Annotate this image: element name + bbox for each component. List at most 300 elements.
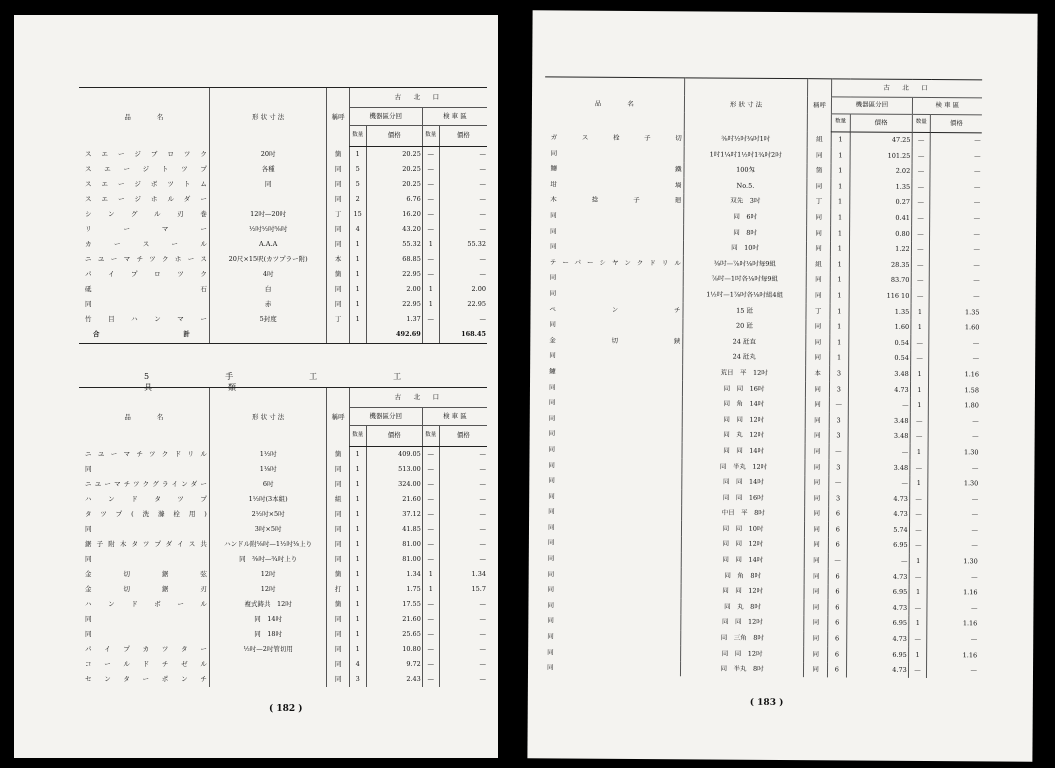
cell-name: ニユーマチツクホース <box>85 254 208 263</box>
cell-qa: 3 <box>829 459 848 475</box>
cell-name: 同 <box>547 538 556 547</box>
cell-qb: — <box>422 522 439 537</box>
table-row <box>79 537 487 552</box>
cell-pa: 1.35 <box>849 303 911 319</box>
cell-name: 同 <box>547 648 555 657</box>
cell-shape: 4吋 <box>209 267 327 282</box>
cell-qb: — <box>911 288 930 304</box>
cell-name: ハンドボール <box>85 599 208 608</box>
col-unit-header: 稱呼 <box>807 79 831 132</box>
total-row <box>79 327 487 344</box>
cell-qb: — <box>422 267 439 282</box>
cell-shape: 3吋×5吋 <box>209 522 327 537</box>
cell-qb: 1 <box>910 366 929 382</box>
col-dept-a-header: 機器區分回 <box>831 97 912 114</box>
cell-name: シングル刃巻 <box>85 209 208 218</box>
cell-pb: 1.30 <box>928 444 979 460</box>
left-table-1-header <box>79 88 487 147</box>
cell-qa: 1 <box>349 567 366 582</box>
cell-shape: A.A.A <box>209 237 327 252</box>
cell-qa: 1 <box>349 537 366 552</box>
cell-unit: 同 <box>327 612 349 627</box>
col-dept-b-header: 検 車 區 <box>422 407 487 425</box>
table-row <box>79 237 487 252</box>
cell-pa: 21.60 <box>366 612 422 627</box>
cell-unit: 同 <box>807 225 831 241</box>
cell-pb: — <box>439 522 487 537</box>
cell-qb: — <box>422 672 439 687</box>
cell-qa: 1 <box>349 552 366 567</box>
cell-unit: 同 <box>804 599 828 615</box>
cell-qa: 6 <box>828 615 847 631</box>
cell-pb: — <box>930 242 981 258</box>
cell-qb: — <box>912 132 931 148</box>
col-location-header: 古 北 口 <box>349 88 487 108</box>
cell-shape: 100匁 <box>684 162 807 178</box>
cell-qb: — <box>422 177 439 192</box>
cell-unit: 同 <box>805 412 829 428</box>
col-qty-a-header: 数量 <box>349 125 366 146</box>
col-dept-b-header: 検 車 區 <box>422 107 487 125</box>
cell-qa: 1 <box>831 179 850 195</box>
cell-shape: 同 角 14吋 <box>682 396 805 412</box>
cell-pa: 2.00 <box>366 282 422 297</box>
cell-shape: 12吋—20吋 <box>209 207 327 222</box>
cell-unit: 箇 <box>327 567 349 582</box>
cell-shape: 同 丸 8吋 <box>681 599 804 615</box>
cell-pb: — <box>928 460 979 476</box>
cell-name: 同 <box>547 554 556 563</box>
cell-unit: 打 <box>327 582 349 597</box>
table-row <box>79 192 487 207</box>
cell-pa: 6.95 <box>847 537 909 553</box>
cell-name: 同 <box>85 524 93 533</box>
cell-pb: — <box>439 192 487 207</box>
cell-shape: 1½吋—1⅞吋各⅛吋組4組 <box>683 287 806 303</box>
cell-qb: — <box>912 164 931 180</box>
cell-pb: — <box>439 597 487 612</box>
cell-unit: 同 <box>804 537 828 553</box>
cell-pa: 4.73 <box>847 600 909 616</box>
cell-unit: 同 <box>805 506 829 522</box>
cell-qb: — <box>422 162 439 177</box>
cell-shape: 同 18吋 <box>209 627 327 642</box>
cell-unit: 同 <box>327 642 349 657</box>
cell-qa: 1 <box>349 507 366 522</box>
cell-name: ガス栓子切 <box>550 133 683 143</box>
cell-pa: 20.25 <box>366 177 422 192</box>
cell-unit: 同 <box>804 553 828 569</box>
cell-shape: 同 丸 12吋 <box>682 427 805 443</box>
cell-unit: 丁 <box>327 207 349 222</box>
cell-name: 鋸子附木タツプダイス共 <box>85 539 208 548</box>
empty-cell <box>327 327 349 344</box>
cell-shape: 20尺×15呎(カツプラー附) <box>209 252 327 267</box>
cell-pb: — <box>439 507 487 522</box>
cell-qa: 6 <box>829 506 848 522</box>
cell-shape: 1吋1¼吋1½吋1¾吋2吋 <box>684 146 807 162</box>
cell-shape: 24 瓩直 <box>683 334 806 350</box>
cell-qb: — <box>911 195 930 211</box>
cell-qb: — <box>422 492 439 507</box>
cell-shape: 2½吋×5吋 <box>209 507 327 522</box>
cell-qa: 1 <box>831 210 850 226</box>
cell-pb: — <box>929 273 980 289</box>
cell-pb: — <box>927 632 978 648</box>
cell-pa: 55.32 <box>366 237 422 252</box>
col-shape-header: 形 状 寸 法 <box>209 88 327 147</box>
cell-name: コールドチゼル <box>85 659 208 668</box>
cell-qb: 1 <box>909 585 928 601</box>
cell-shape: 同 同 14吋 <box>682 474 805 490</box>
cell-pb: — <box>930 226 981 242</box>
cell-pa: 10.80 <box>366 642 422 657</box>
cell-pa: 81.00 <box>366 537 422 552</box>
cell-shape: 同 14吋 <box>209 612 327 627</box>
cell-qa: — <box>829 397 848 413</box>
cell-unit: 箇 <box>327 446 349 462</box>
cell-pa: 20.25 <box>366 146 422 162</box>
cell-qb: — <box>422 597 439 612</box>
cell-qb: — <box>422 146 439 162</box>
cell-shape: 20 瓩 <box>683 318 806 334</box>
cell-pa: 5.74 <box>847 522 909 538</box>
cell-name: 同 <box>550 226 558 236</box>
col-shape-header: 形 狀 寸 法 <box>684 78 808 131</box>
table-row <box>79 567 487 582</box>
cell-qb: 1 <box>422 582 439 597</box>
cell-qb: — <box>908 663 927 679</box>
cell-name: 同 <box>548 398 557 407</box>
cell-name: 同 <box>549 351 557 360</box>
cell-unit: 同 <box>327 522 349 537</box>
cell-name: 同 <box>550 211 558 220</box>
cell-unit: 組 <box>807 131 831 147</box>
cell-qa: 1 <box>831 147 850 163</box>
cell-pb: — <box>928 522 979 538</box>
cell-shape: 荒目 平 12吋 <box>683 365 806 381</box>
cell-shape: 同 同 16吋 <box>682 489 805 505</box>
cell-qb: 1 <box>422 237 439 252</box>
cell-unit: 同 <box>806 319 830 335</box>
cell-name: 金 切 鋏 <box>549 336 682 346</box>
col-qty-b-header: 数量 <box>422 425 439 446</box>
cell-pb: — <box>439 462 487 477</box>
cell-qb: 1 <box>909 553 928 569</box>
cell-qb: 1 <box>422 297 439 312</box>
cell-pb: — <box>928 491 979 507</box>
col-price-b-header: 價格 <box>439 425 487 446</box>
cell-qa: 1 <box>349 477 366 492</box>
cell-name: 同 <box>548 476 556 485</box>
cell-pa: 3.48 <box>847 459 909 475</box>
cell-qa: 1 <box>830 319 849 335</box>
total-label: 合 計 <box>79 327 209 344</box>
cell-unit: 本 <box>806 366 830 382</box>
cell-qa: 1 <box>349 612 366 627</box>
cell-unit: 同 <box>805 444 829 460</box>
cell-pa: 324.00 <box>366 477 422 492</box>
col-name-header: 品 名 <box>79 388 209 447</box>
cell-qb: — <box>912 148 931 164</box>
cell-qb: — <box>908 631 927 647</box>
cell-pa: 17.55 <box>366 597 422 612</box>
col-location-header: 古 北 口 <box>832 79 983 98</box>
cell-unit: 同 <box>327 297 349 312</box>
cell-qb: 1 <box>911 304 930 320</box>
cell-shape: 同 角 8吋 <box>681 567 804 583</box>
table-row <box>541 660 978 679</box>
cell-unit: 丁 <box>806 303 830 319</box>
cell-pa: 1.75 <box>366 582 422 597</box>
table-row <box>79 207 487 222</box>
left-table-2-header <box>79 388 487 447</box>
cell-unit: 本 <box>327 252 349 267</box>
col-dept-a-header: 機器區分回 <box>349 407 422 425</box>
col-price-a-header: 價格 <box>366 425 422 446</box>
cell-pa: 16.20 <box>366 207 422 222</box>
cell-qb: — <box>422 446 439 462</box>
cell-pb: 2.00 <box>439 282 487 297</box>
cell-pa: 1.22 <box>849 241 911 257</box>
cell-qa: 3 <box>830 366 849 382</box>
cell-qb: — <box>422 192 439 207</box>
cell-pa: 1.35 <box>849 179 911 195</box>
cell-pa: — <box>847 475 909 491</box>
cell-name: 同 <box>547 523 556 532</box>
cell-shape: 同 同 12吋 <box>681 614 804 630</box>
cell-qb: — <box>422 477 439 492</box>
cell-pb: 1.16 <box>927 647 978 663</box>
cell-unit: 同 <box>805 522 829 538</box>
cell-name: 同 <box>548 507 556 516</box>
cell-qb: — <box>911 257 930 273</box>
cell-qb: — <box>909 538 928 554</box>
cell-pa: — <box>848 444 910 460</box>
cell-qa: 6 <box>828 600 847 616</box>
cell-shape <box>209 192 327 207</box>
cell-shape: ½吋½吋⅝吋 <box>209 222 327 237</box>
cell-name: 同 <box>547 616 555 625</box>
cell-shape: 同 同 12吋 <box>681 583 804 599</box>
cell-qb: — <box>909 507 928 523</box>
cell-pa: 0.54 <box>848 335 910 351</box>
table-row <box>79 552 487 567</box>
cell-pb: — <box>439 267 487 282</box>
empty-cell <box>209 327 327 344</box>
cell-pb: 1.30 <box>928 476 979 492</box>
cell-pb: — <box>930 195 981 211</box>
cell-name: 鑢 鐵 <box>550 164 683 174</box>
cell-name: ニユーマチツクグラインダー <box>85 479 208 488</box>
empty-cell <box>422 327 439 344</box>
cell-shape: 5封度 <box>209 312 327 327</box>
cell-name: 坩 堝 <box>550 180 683 190</box>
cell-unit: 同 <box>804 615 828 631</box>
cell-shape: 双先 3吋 <box>684 193 807 209</box>
cell-pa: 1.60 <box>848 319 910 335</box>
cell-pa: 3.48 <box>848 428 910 444</box>
cell-pb: — <box>439 642 487 657</box>
cell-pb: — <box>439 477 487 492</box>
cell-name: 木 捻 子 廻 <box>550 195 683 205</box>
cell-qa: — <box>829 475 848 491</box>
cell-shape: 中目 平 8吋 <box>682 505 805 521</box>
col-price-a-header: 價格 <box>366 125 422 146</box>
cell-shape: 同 同 12吋 <box>681 536 804 552</box>
cell-pb: 15.7 <box>439 582 487 597</box>
cell-pb: — <box>439 312 487 327</box>
cell-pb: — <box>439 146 487 162</box>
cell-unit: 同 <box>327 507 349 522</box>
cell-unit: 丁 <box>807 194 831 210</box>
cell-name: ハンドタツプ <box>85 494 208 503</box>
cell-qa: 6 <box>828 662 847 678</box>
col-dept-b-header: 検 車 區 <box>912 97 982 114</box>
col-location-header: 古 北 口 <box>349 388 487 408</box>
cell-qa: 6 <box>828 646 847 662</box>
table-row <box>79 642 487 657</box>
cell-qa: 4 <box>349 222 366 237</box>
cell-shape: 6吋 <box>209 477 327 492</box>
cell-qa: 4 <box>349 657 366 672</box>
cell-pa: 0.80 <box>849 226 911 242</box>
cell-qa: 1 <box>349 462 366 477</box>
cell-unit: 同 <box>327 192 349 207</box>
page-number: ( 182 ) <box>269 704 303 714</box>
cell-name: 同 <box>85 554 93 563</box>
cell-qb: 1 <box>910 444 929 460</box>
cell-qa: 1 <box>830 257 849 273</box>
cell-pb: — <box>928 413 979 429</box>
cell-pa: 4.73 <box>846 662 908 678</box>
cell-name: 同 <box>85 629 93 638</box>
cell-qb: — <box>910 460 929 476</box>
cell-qa: 1 <box>831 131 850 147</box>
cell-pa: 1.34 <box>366 567 422 582</box>
cell-pa: 0.54 <box>848 350 910 366</box>
left-page <box>14 15 498 758</box>
cell-pb: — <box>439 657 487 672</box>
cell-pb: — <box>928 429 979 445</box>
cell-qb: — <box>422 612 439 627</box>
cell-unit: 同 <box>807 210 831 226</box>
cell-unit: 同 <box>806 272 830 288</box>
cell-unit: 箇 <box>327 597 349 612</box>
cell-name: 同 <box>549 242 558 251</box>
cell-unit: 同 <box>327 177 349 192</box>
cell-unit: 同 <box>807 147 831 163</box>
cell-qa: 1 <box>349 582 366 597</box>
cell-shape: 同 三角 8吋 <box>681 630 804 646</box>
cell-name: 同 <box>547 570 556 579</box>
cell-qb: 1 <box>909 475 928 491</box>
cell-unit: 同 <box>804 646 828 662</box>
cell-qa: 3 <box>829 413 848 429</box>
cell-qb: 1 <box>910 397 929 413</box>
cell-name: 同 <box>548 460 556 469</box>
cell-pb: — <box>927 569 978 585</box>
cell-qa: 1 <box>831 194 850 210</box>
cell-pa: 409.05 <box>366 446 422 462</box>
cell-unit: 組 <box>327 492 349 507</box>
col-name-header: 品 名 <box>545 77 685 130</box>
empty-cell <box>349 327 366 344</box>
col-qty-b-header: 数量 <box>422 125 439 146</box>
cell-qa: 1 <box>349 312 366 327</box>
table-row <box>79 282 487 297</box>
cell-qa: 1 <box>831 163 850 179</box>
cell-pb: 22.95 <box>439 297 487 312</box>
total-price-a: 492.69 <box>366 327 422 344</box>
cell-pb: — <box>928 507 979 523</box>
cell-name: 同 <box>548 414 557 423</box>
cell-pa: 0.27 <box>849 194 911 210</box>
cell-qa: 1 <box>349 282 366 297</box>
col-name-header: 品 名 <box>79 88 209 147</box>
cell-shape: No.5. <box>684 178 807 194</box>
cell-name: ペ ン チ <box>549 304 682 314</box>
cell-qa: 1 <box>349 297 366 312</box>
cell-qb: — <box>422 552 439 567</box>
cell-unit: 同 <box>806 381 830 397</box>
cell-shape: 同 同 14吋 <box>682 443 805 459</box>
cell-qb: — <box>910 335 929 351</box>
cell-shape: ⅞吋—1吋各⅛吋毎9組 <box>683 271 806 287</box>
cell-name: スエージボツトム <box>85 179 208 188</box>
cell-pa: 25.65 <box>366 627 422 642</box>
cell-pa: 21.60 <box>366 492 422 507</box>
cell-unit: 丁 <box>327 312 349 327</box>
total-price-b: 168.45 <box>439 327 487 344</box>
cell-shape: 1½吋(3本組) <box>209 492 327 507</box>
table-row <box>79 612 487 627</box>
cell-qa: 1 <box>830 272 849 288</box>
cell-unit: 同 <box>327 162 349 177</box>
cell-shape: 赤 <box>209 297 327 312</box>
cell-qb: — <box>909 600 928 616</box>
cell-pb: — <box>930 179 981 195</box>
left-table-1 <box>79 87 487 344</box>
cell-pa: 43.20 <box>366 222 422 237</box>
cell-name: 竹目ハンマー <box>85 314 208 323</box>
cell-name: 同 <box>549 320 557 329</box>
cell-unit: 同 <box>804 662 828 678</box>
cell-shape: 15 瓩 <box>683 302 806 318</box>
cell-qa: 3 <box>830 381 849 397</box>
cell-name: 同 <box>85 614 93 623</box>
cell-shape: 複式鋳共 12吋 <box>209 597 327 612</box>
cell-name: 同 <box>548 445 557 454</box>
cell-pb: — <box>439 537 487 552</box>
right-page <box>527 10 1037 762</box>
cell-shape: 同 <box>209 177 327 192</box>
cell-pb: — <box>930 210 981 226</box>
cell-name: 同 <box>547 601 555 610</box>
cell-qb: — <box>422 312 439 327</box>
cell-pb: — <box>930 164 981 180</box>
cell-pb: — <box>928 538 979 554</box>
cell-name: パイプロツク <box>85 269 208 278</box>
cell-pb: — <box>439 552 487 567</box>
cell-name: 同 <box>549 273 558 282</box>
cell-pb: 1.30 <box>927 554 978 570</box>
table-row <box>79 477 487 492</box>
cell-shape: 1½吋 <box>209 446 327 462</box>
left-table-2 <box>79 387 487 687</box>
cell-pa: 4.73 <box>846 631 908 647</box>
cell-name: テーパーシヤンクドリル <box>549 258 682 268</box>
